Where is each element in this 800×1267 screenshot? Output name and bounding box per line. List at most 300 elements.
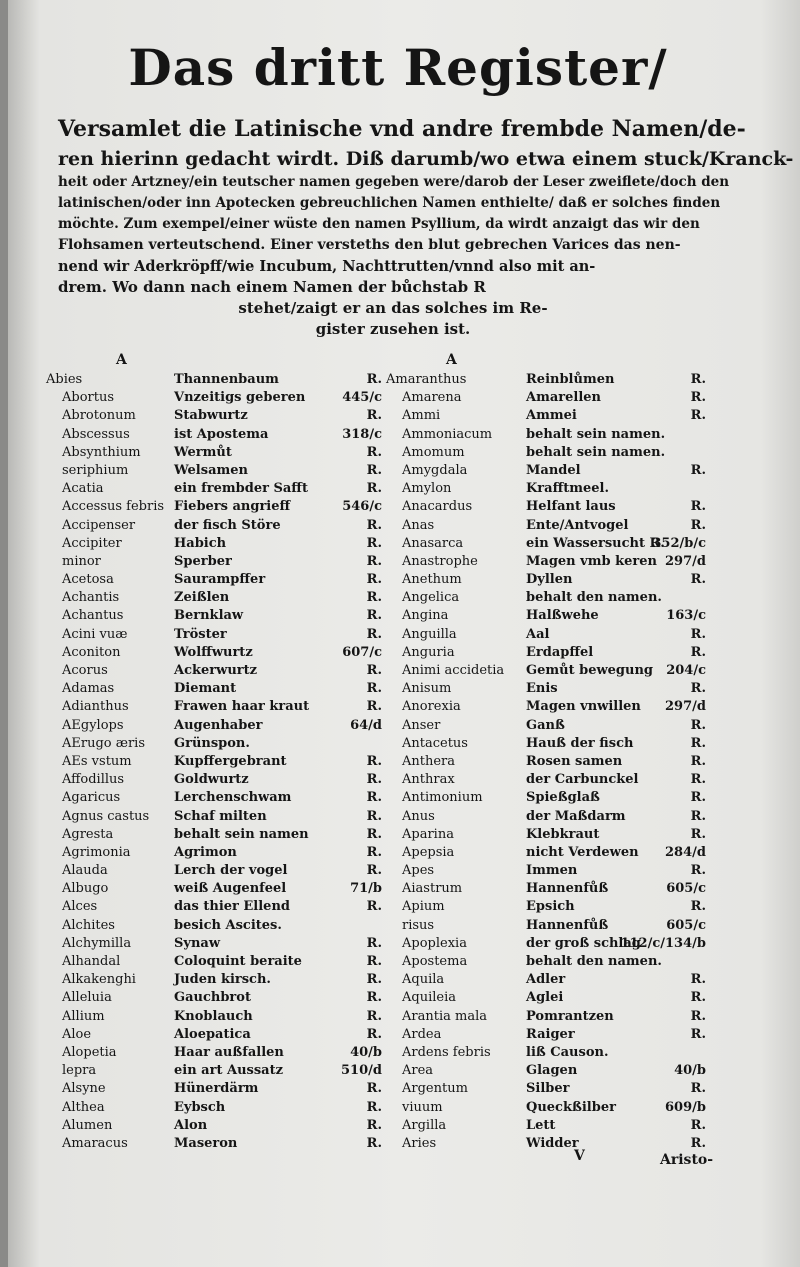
german-name: Hünerdärm <box>174 1081 259 1097</box>
latin-name: Aiastrum <box>402 881 463 897</box>
latin-name: Anthera <box>402 753 456 769</box>
register-entry <box>386 372 736 390</box>
page-reference: R. <box>366 935 382 951</box>
page-reference: R. <box>690 1117 706 1133</box>
register-column-right <box>386 352 736 1154</box>
latin-name: Alleluia <box>62 990 112 1006</box>
register-entry <box>386 881 736 899</box>
register-entry <box>46 1063 396 1081</box>
register-entry <box>386 1100 736 1118</box>
latin-name: Agnus castus <box>62 808 150 824</box>
register-entry <box>386 845 736 863</box>
german-name: Magen vmb keren <box>526 553 657 569</box>
register-entry <box>386 809 736 827</box>
intro-text <box>58 112 794 340</box>
latin-name: Amarena <box>402 390 462 406</box>
german-name: Fiebers angrieff <box>174 499 291 515</box>
german-name: Rosen samen <box>526 753 623 769</box>
column-heading: A <box>446 352 457 368</box>
register-entry <box>46 518 396 536</box>
latin-name: Achantis <box>62 590 120 606</box>
page-reference: 318/c <box>342 426 382 442</box>
german-name: ein frembder Safft <box>174 481 308 497</box>
german-name: Wolffwurtz <box>174 644 253 660</box>
page-reference: R. <box>366 863 382 879</box>
page-reference: R. <box>690 899 706 915</box>
page-reference: 297/d <box>665 553 706 569</box>
german-name: Vnzeitigs geberen <box>174 390 306 406</box>
german-name: Lett <box>526 1117 556 1133</box>
page-reference: R. <box>366 1099 382 1115</box>
latin-name: Abscessus <box>62 426 130 442</box>
german-name: Schaf milten <box>174 808 267 824</box>
page-reference: R. <box>366 808 382 824</box>
german-name: Mandel <box>526 462 581 478</box>
german-name: behalt sein namen. <box>526 426 666 442</box>
latin-name: Accipiter <box>62 535 122 551</box>
latin-name: Alces <box>62 899 98 915</box>
register-entry <box>386 663 736 681</box>
latin-name: Accipenser <box>62 517 136 533</box>
page-reference: R. <box>690 772 706 788</box>
german-name: Maseron <box>174 1135 238 1151</box>
page-reference: R. <box>366 844 382 860</box>
german-name: Tröster <box>174 626 227 642</box>
page-reference: 605/c <box>666 917 706 933</box>
page-reference: R. <box>366 517 382 533</box>
latin-name: Amomum <box>402 444 465 460</box>
latin-name: Animi accidetia <box>402 663 505 678</box>
page-reference: R. <box>366 481 382 497</box>
register-entry <box>46 1027 396 1045</box>
german-name: Ente/Antvogel <box>526 517 629 533</box>
german-name: Ganß <box>526 717 565 733</box>
register-entry <box>46 1009 396 1027</box>
latin-name: Agaricus <box>62 790 121 806</box>
page-reference: R. <box>366 826 382 842</box>
latin-name: Apostema <box>402 954 468 969</box>
register-entry <box>46 1081 396 1099</box>
latin-name: Acetosa <box>62 572 114 588</box>
german-name: ein Wassersucht R. <box>526 535 665 551</box>
register-entry <box>46 972 396 990</box>
page-reference: R. <box>366 535 382 551</box>
register-entry <box>46 572 396 590</box>
german-name: der groß schlag <box>526 935 641 951</box>
latin-name: Aloe <box>62 1026 92 1042</box>
page-reference: R. <box>366 1026 382 1042</box>
german-name: Erdapffel <box>526 644 594 660</box>
page-reference: R. <box>690 990 706 1006</box>
page-reference: 204/c <box>666 663 706 678</box>
latin-name: Anastrophe <box>402 553 478 569</box>
page-reference: R. <box>690 863 706 879</box>
latin-name: Agrimonia <box>62 844 131 860</box>
latin-name: Apes <box>402 863 435 879</box>
register-entry <box>46 608 396 626</box>
german-name: Hannenfůß <box>526 917 609 933</box>
intro-line: nend wir Aderkröpff/wie Incubum, Nachttrutten/vnnd also mit an- <box>58 258 596 275</box>
register-entry <box>386 1045 736 1063</box>
german-name: Agrimon <box>174 844 237 860</box>
register-entry <box>46 463 396 481</box>
german-name: liß Causon. <box>526 1044 609 1060</box>
latin-name: Acini vuæ <box>62 626 128 642</box>
latin-name: Anthrax <box>402 772 455 788</box>
latin-name: Alchites <box>62 917 115 933</box>
german-name: Magen vnwillen <box>526 699 641 715</box>
latin-name: seriphium <box>62 462 129 478</box>
page-reference: R. <box>366 1081 382 1097</box>
german-name: Halßwehe <box>526 608 599 624</box>
latin-name: Anasarca <box>402 535 464 551</box>
latin-name: Amaranthus <box>386 372 467 387</box>
latin-name: Anguilla <box>402 626 457 642</box>
german-name: Lerch der vogel <box>174 863 288 879</box>
register-entry <box>46 718 396 736</box>
register-entry <box>386 390 736 408</box>
latin-name: AEs vstum <box>62 753 132 769</box>
german-name: Silber <box>526 1081 570 1097</box>
german-name: Hauß der fisch <box>526 735 634 751</box>
latin-name: Aparina <box>402 826 454 842</box>
page-reference: R. <box>366 1117 382 1133</box>
register-entry <box>386 1118 736 1136</box>
register-entry <box>46 390 396 408</box>
latin-name: Anorexia <box>402 699 461 715</box>
book-page <box>8 0 800 1267</box>
page-reference: R. <box>690 790 706 806</box>
page-title: Das dritt Register/ <box>128 38 668 97</box>
page-reference: R. <box>366 462 382 478</box>
latin-name: Affodillus <box>62 772 125 788</box>
latin-name: Area <box>402 1063 434 1079</box>
latin-name: Acorus <box>62 663 108 678</box>
intro-line: möchte. Zum exempel/einer wüste den namen Psyllium, da wirdt anzaigt das wir den <box>58 216 700 232</box>
latin-name: Abortus <box>62 390 115 406</box>
page-reference: 297/d <box>665 699 706 715</box>
intro-line: drem. Wo dann nach einem Namen der bůchstab R <box>58 278 486 296</box>
german-name: Coloquint beraite <box>174 954 302 969</box>
latin-name: Apium <box>402 899 445 915</box>
register-entry <box>46 1136 396 1154</box>
page-reference: R. <box>690 735 706 751</box>
latin-name: Amaracus <box>62 1135 128 1151</box>
register-entry <box>386 736 736 754</box>
intro-line: latinischen/oder inn Apotecken gebreuchlichen Namen enthielte/ daß er solches finden <box>58 195 721 211</box>
latin-name: Anas <box>402 517 435 533</box>
page-reference: 284/d <box>665 844 706 860</box>
latin-name: Angelica <box>402 590 460 606</box>
german-name: Eybsch <box>174 1099 226 1115</box>
page-reference: R. <box>690 462 706 478</box>
register-entry <box>46 790 396 808</box>
page-reference: R. <box>690 717 706 733</box>
latin-name: Acatia <box>62 481 104 497</box>
register-entry <box>386 681 736 699</box>
page-reference: R. <box>366 553 382 569</box>
page-reference: R. <box>690 499 706 515</box>
register-entry <box>386 445 736 463</box>
page-reference: 163/c <box>666 608 706 624</box>
register-entry <box>46 1045 396 1063</box>
latin-name: Apepsia <box>402 844 455 860</box>
register-entry <box>46 627 396 645</box>
register-entry <box>46 427 396 445</box>
register-entry <box>46 736 396 754</box>
page-reference: R. <box>366 954 382 969</box>
german-name: Sperber <box>174 553 232 569</box>
german-name: Queckßilber <box>526 1099 616 1115</box>
page-reference: 605/c <box>666 881 706 897</box>
german-name: Aal <box>526 626 550 642</box>
german-name: Kupffergebrant <box>174 753 287 769</box>
latin-name: Ammi <box>402 408 441 424</box>
german-name: Habich <box>174 535 227 551</box>
german-name: ein art Aussatz <box>174 1063 283 1079</box>
page-reference: 352/b/c <box>652 535 706 551</box>
register-entry <box>46 918 396 936</box>
page-reference: R. <box>366 663 382 678</box>
latin-name: Alchymilla <box>62 935 132 951</box>
latin-name: Antacetus <box>402 735 468 751</box>
german-name: Ackerwurtz <box>174 663 258 678</box>
german-name: Gemůt bewegung <box>526 663 654 678</box>
register-entry <box>386 499 736 517</box>
page-reference: 607/c <box>342 644 382 660</box>
german-name: Widder <box>526 1135 579 1151</box>
german-name: Wermůt <box>174 444 232 460</box>
register-entry <box>46 809 396 827</box>
register-entry <box>386 608 736 626</box>
register-entry <box>46 590 396 608</box>
latin-name: Alauda <box>62 863 108 879</box>
register-entry <box>386 427 736 445</box>
page-reference: R. <box>690 1081 706 1097</box>
register-entry <box>386 463 736 481</box>
german-name: Stabwurtz <box>174 408 248 424</box>
register-entry <box>46 699 396 717</box>
latin-name: AEgylops <box>62 717 124 733</box>
german-name: Raiger <box>526 1026 575 1042</box>
register-entry <box>386 699 736 717</box>
german-name: Aglei <box>526 990 564 1006</box>
latin-name: Anethum <box>402 572 462 588</box>
register-entry <box>386 481 736 499</box>
latin-name: Alhandal <box>62 954 121 969</box>
german-name: Klebkraut <box>526 826 600 842</box>
page-reference: R. <box>690 681 706 697</box>
register-entry <box>46 645 396 663</box>
latin-name: Alkakenghi <box>62 972 136 988</box>
page-reference: R. <box>690 408 706 424</box>
page-reference: R. <box>366 626 382 642</box>
german-name: Frawen haar kraut <box>174 699 310 715</box>
page-reference: R. <box>690 972 706 988</box>
page-reference: R. <box>366 1135 382 1151</box>
register-entry <box>46 990 396 1008</box>
latin-name: Argilla <box>402 1117 447 1133</box>
german-name: Saurampffer <box>174 572 266 588</box>
register-entry <box>46 408 396 426</box>
german-name: Thannenbaum <box>174 372 279 387</box>
latin-name: Apoplexia <box>402 935 467 951</box>
latin-name: Althea <box>62 1099 105 1115</box>
german-name: Zeißlen <box>174 590 230 606</box>
page-reference: R. <box>366 753 382 769</box>
latin-name: AErugo æris <box>62 735 146 751</box>
german-name: Epsich <box>526 899 575 915</box>
page-reference: R. <box>366 608 382 624</box>
german-name: der Carbunckel <box>526 772 639 788</box>
column-heading: A <box>116 352 127 368</box>
german-name: behalt sein namen. <box>526 444 666 460</box>
latin-name: Abies <box>46 372 83 387</box>
page-reference: R. <box>690 808 706 824</box>
page-reference: R. <box>366 590 382 606</box>
german-name: Augenhaber <box>174 717 263 733</box>
register-entry <box>46 827 396 845</box>
german-name: Lerchenschwam <box>174 790 292 806</box>
page-reference: R. <box>366 372 382 387</box>
page-reference: R. <box>366 1008 382 1024</box>
page-reference: R. <box>690 572 706 588</box>
german-name: behalt den namen. <box>526 954 662 969</box>
register-entry <box>386 572 736 590</box>
latin-name: Amygdala <box>402 462 468 478</box>
latin-name: lepra <box>62 1063 97 1079</box>
german-name: Gauchbrot <box>174 990 251 1006</box>
latin-name: Aquileia <box>402 990 456 1006</box>
page-reference: R. <box>366 572 382 588</box>
latin-name: Amylon <box>402 481 452 497</box>
page-reference: R. <box>366 899 382 915</box>
register-entry <box>46 954 396 972</box>
latin-name: Albugo <box>62 881 109 897</box>
catchword: Aristo- <box>660 1152 714 1168</box>
latin-name: Adianthus <box>62 699 129 715</box>
intro-line: gister zusehen ist. <box>315 320 471 338</box>
latin-name: Aconiton <box>62 644 121 660</box>
register-entry <box>386 972 736 990</box>
page-reference: 71/b <box>350 881 382 897</box>
register-entry <box>386 554 736 572</box>
latin-name: Argentum <box>402 1081 468 1097</box>
register-entry <box>386 790 736 808</box>
german-name: Welsamen <box>174 462 248 478</box>
page-reference: 546/c <box>342 499 382 515</box>
register-entry <box>386 990 736 1008</box>
latin-name: Anguria <box>402 644 455 660</box>
register-entry <box>46 863 396 881</box>
latin-name: Adamas <box>62 681 115 697</box>
latin-name: Abrotonum <box>62 408 136 424</box>
latin-name: Angina <box>402 608 449 624</box>
german-name: das thier Ellend <box>174 899 290 915</box>
latin-name: Anisum <box>402 681 452 697</box>
latin-name: Anacardus <box>402 499 473 515</box>
register-entry <box>46 536 396 554</box>
latin-name: viuum <box>402 1099 443 1115</box>
german-name: behalt den namen. <box>526 590 662 606</box>
german-name: Goldwurtz <box>174 772 249 788</box>
register-entry <box>386 827 736 845</box>
page-reference: R. <box>366 990 382 1006</box>
register-entry <box>46 772 396 790</box>
latin-name: Achantus <box>62 608 124 624</box>
latin-name: Aquila <box>402 972 445 988</box>
register-entry <box>386 1063 736 1081</box>
german-name: weiß Augenfeel <box>174 881 287 897</box>
register-entry <box>46 845 396 863</box>
german-name: Adler <box>526 972 566 988</box>
german-name: Reinblůmen <box>526 372 615 387</box>
latin-name: Absynthium <box>62 444 141 460</box>
german-name: Aloepatica <box>174 1026 251 1042</box>
register-entry <box>46 372 396 390</box>
page-reference: R. <box>690 753 706 769</box>
page-reference: R. <box>366 681 382 697</box>
register-entry <box>46 899 396 917</box>
german-name: nicht Verdewen <box>526 844 639 860</box>
german-name: Amarellen <box>526 390 601 406</box>
latin-name: Anser <box>402 717 441 733</box>
page-reference: R. <box>690 826 706 842</box>
register-entry <box>46 681 396 699</box>
register-entry <box>386 1027 736 1045</box>
register-entry <box>386 627 736 645</box>
latin-name: Antimonium <box>402 790 483 806</box>
register-entry <box>386 590 736 608</box>
register-entry <box>386 918 736 936</box>
page-reference: R. <box>366 699 382 715</box>
register-entry <box>386 718 736 736</box>
page-reference: R. <box>366 972 382 988</box>
register-column-left <box>46 352 396 1154</box>
intro-line: Versamlet die Latinische vnd andre frembde Namen/de- <box>58 116 746 142</box>
register-entry <box>386 936 736 954</box>
page-reference: 40/b <box>674 1063 706 1079</box>
latin-name: Alsyne <box>62 1081 106 1097</box>
register-entry <box>386 408 736 426</box>
page-reference: R. <box>690 517 706 533</box>
german-name: Haar außfallen <box>174 1044 284 1060</box>
register-entry <box>386 863 736 881</box>
german-name: Spießglaß <box>526 790 600 806</box>
latin-name: Aries <box>402 1135 437 1151</box>
latin-name: Accessus febris <box>62 499 165 515</box>
latin-name: Anus <box>402 808 435 824</box>
german-name: Grünspon. <box>174 735 250 751</box>
register-entry <box>46 499 396 517</box>
page-reference: R. <box>366 444 382 460</box>
register-entry <box>386 518 736 536</box>
german-name: Synaw <box>174 935 221 951</box>
page-reference: R. <box>690 1008 706 1024</box>
page-reference: R. <box>366 772 382 788</box>
latin-name: Agresta <box>62 826 114 842</box>
german-name: Diemant <box>174 681 237 697</box>
german-name: Knoblauch <box>174 1008 253 1024</box>
register-entry <box>46 881 396 899</box>
german-name: Glagen <box>526 1063 578 1079</box>
page-reference: 112/c/134/b <box>620 935 706 951</box>
german-name: ist Apostema <box>174 426 269 442</box>
german-name: behalt sein namen <box>174 826 309 842</box>
page-reference: R. <box>366 408 382 424</box>
latin-name: Ardens febris <box>402 1044 491 1060</box>
page-reference: R. <box>690 1135 706 1151</box>
